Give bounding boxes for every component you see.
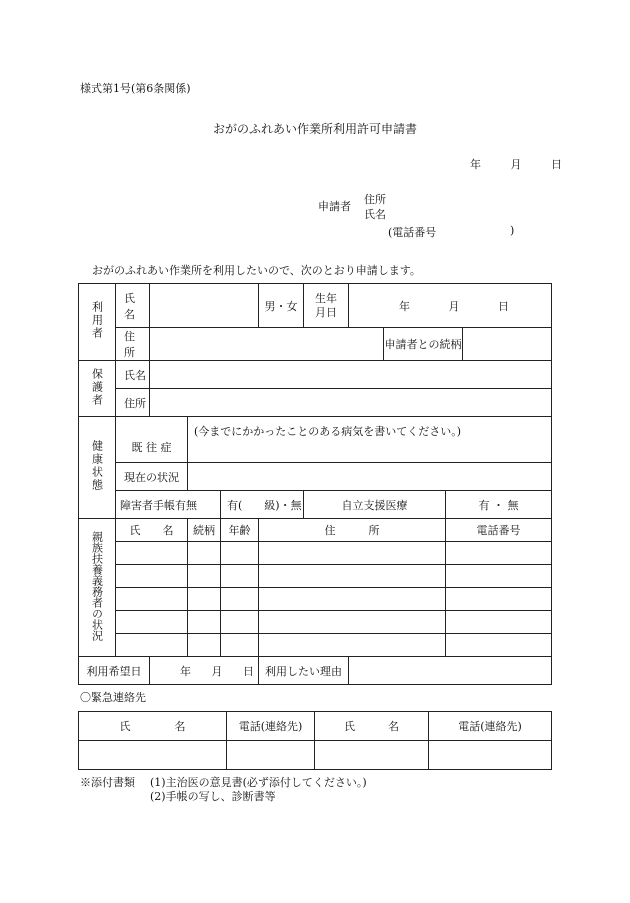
emergency-col-name-1: 氏 名 — [79, 712, 227, 741]
applicant-name-label: 氏名 — [364, 208, 386, 221]
reason-field[interactable] — [349, 657, 552, 685]
medical-history-note: (今までにかかったことのある病気を書いてください。) — [194, 425, 462, 438]
guardian-address-field[interactable] — [150, 389, 552, 417]
guardian-name-row — [79, 361, 552, 389]
relative-name-field[interactable] — [116, 565, 188, 588]
relative-name-field[interactable] — [116, 542, 188, 565]
attachment-item-1: (1)主治医の意見書(必ず添付してください。) — [150, 776, 367, 789]
desired-date-label: 利用希望日 — [79, 657, 150, 685]
relative-address-field[interactable] — [259, 588, 446, 611]
intro-text: おがのふれあい作業所を利用したいので、次のとおり申請します。 — [92, 264, 421, 277]
relative-relation-field[interactable] — [188, 565, 221, 588]
user-gender-select[interactable]: 男・女 — [259, 284, 304, 328]
user-name-row — [79, 284, 552, 328]
applicant-label: 申請者 — [318, 200, 351, 213]
emergency-col-phone-1: 電話(連絡先) — [227, 712, 315, 741]
guardian-group-label: 保護者 — [79, 361, 116, 417]
user-group-label: 利用者 — [79, 284, 116, 361]
applicant-address-label: 住所 — [364, 193, 386, 206]
relatives-row — [79, 634, 552, 657]
relatives-col-phone: 電話番号 — [446, 519, 552, 542]
applicant-phone-close: ) — [510, 224, 515, 237]
emergency-name-field-2[interactable] — [315, 741, 429, 770]
relative-address-field[interactable] — [259, 542, 446, 565]
birth-day-label: 日 — [498, 299, 510, 313]
relative-phone-field[interactable] — [446, 542, 552, 565]
guardian-name-label: 氏名 — [116, 361, 150, 389]
relatives-row — [79, 588, 552, 611]
relatives-col-relation: 続柄 — [188, 519, 221, 542]
disability-card-select[interactable]: 有( 級)・無 — [221, 491, 304, 519]
attachments-label: ※添付書類 — [80, 776, 135, 789]
user-name-label: 氏 名 — [116, 284, 150, 328]
relatives-row — [79, 565, 552, 588]
relatives-row — [79, 611, 552, 634]
relatives-col-address: 住 所 — [259, 519, 446, 542]
support-medical-label: 自立支援医療 — [304, 491, 446, 519]
emergency-heading: 〇緊急連絡先 — [80, 691, 146, 704]
birth-month-label: 月 — [448, 299, 460, 313]
guardian-name-field[interactable] — [150, 361, 552, 389]
relatives-header-row — [79, 519, 552, 542]
user-address-label: 住 所 — [116, 328, 150, 361]
birth-year-label: 年 — [399, 299, 411, 313]
medical-history-label: 既 往 症 — [116, 417, 188, 463]
relative-relation-field[interactable] — [188, 588, 221, 611]
emergency-name-field-1[interactable] — [79, 741, 227, 770]
disability-card-label: 障害者手帳有無 — [116, 491, 221, 519]
user-address-row — [79, 328, 552, 361]
desired-day-label: 日 — [243, 664, 254, 678]
form-number: 様式第1号(第6条関係) — [80, 82, 191, 95]
current-condition-row — [79, 463, 552, 491]
user-name-field[interactable] — [150, 284, 259, 328]
desired-date-field[interactable] — [150, 657, 259, 685]
desired-year-label: 年 — [180, 664, 191, 678]
guardian-address-label: 住所 — [116, 389, 150, 417]
emergency-phone-field-2[interactable] — [429, 741, 552, 770]
relative-phone-field[interactable] — [446, 611, 552, 634]
relatives-col-name: 氏 名 — [116, 519, 188, 542]
relative-relation-field[interactable] — [188, 611, 221, 634]
emergency-col-name-2: 氏 名 — [315, 712, 429, 741]
relatives-row — [79, 542, 552, 565]
relative-age-field[interactable] — [221, 611, 259, 634]
applicant-phone-open: (電話番号 — [388, 226, 437, 239]
relative-name-field[interactable] — [116, 588, 188, 611]
relative-relation-field[interactable] — [188, 542, 221, 565]
relative-age-field[interactable] — [221, 634, 259, 657]
emergency-col-phone-2: 電話(連絡先) — [429, 712, 552, 741]
relatives-col-age: 年齢 — [221, 519, 259, 542]
desired-month-label: 月 — [211, 664, 223, 678]
user-address-field[interactable] — [150, 328, 384, 361]
document-title: おがのふれあい作業所利用許可申請書 — [212, 122, 417, 136]
relative-name-field[interactable] — [116, 634, 188, 657]
guardian-address-row — [79, 389, 552, 417]
relative-age-field[interactable] — [221, 588, 259, 611]
user-birth-label: 生年 月日 — [304, 284, 349, 328]
current-condition-label: 現在の状況 — [116, 463, 188, 491]
health-history-row — [79, 417, 552, 463]
reason-label: 利用したい理由 — [259, 657, 349, 685]
emergency-contact-table — [78, 711, 552, 770]
relative-phone-field[interactable] — [446, 588, 552, 611]
relatives-group-label: 親族扶養義務者の状況 — [79, 519, 116, 657]
date-day-label: 日 — [551, 158, 562, 171]
emergency-input-row — [79, 741, 552, 770]
emergency-phone-field-1[interactable] — [227, 741, 315, 770]
relative-age-field[interactable] — [221, 542, 259, 565]
emergency-header-row — [79, 712, 552, 741]
usage-row — [79, 657, 552, 685]
relative-name-field[interactable] — [116, 611, 188, 634]
date-year-label: 年 — [470, 158, 481, 171]
date-line — [470, 156, 562, 172]
relative-age-field[interactable] — [221, 565, 259, 588]
relative-address-field[interactable] — [259, 634, 446, 657]
relative-relation-field[interactable] — [188, 634, 221, 657]
relation-to-applicant-field[interactable] — [463, 328, 552, 361]
support-medical-select[interactable]: 有 ・ 無 — [446, 491, 552, 519]
date-month-label: 月 — [510, 158, 522, 171]
relative-address-field[interactable] — [259, 611, 446, 634]
relative-phone-field[interactable] — [446, 565, 552, 588]
relative-address-field[interactable] — [259, 565, 446, 588]
disability-row — [79, 491, 552, 519]
relation-to-applicant-label: 申請者との続柄 — [384, 328, 463, 361]
attachment-item-2: (2)手帳の写し、診断書等 — [150, 790, 276, 803]
user-birthdate-field[interactable] — [349, 284, 552, 328]
application-form-table — [78, 283, 552, 685]
current-condition-field[interactable] — [188, 463, 552, 491]
relative-phone-field[interactable] — [446, 634, 552, 657]
health-group-label: 健康状態 — [79, 417, 116, 519]
medical-history-field[interactable] — [188, 417, 552, 463]
